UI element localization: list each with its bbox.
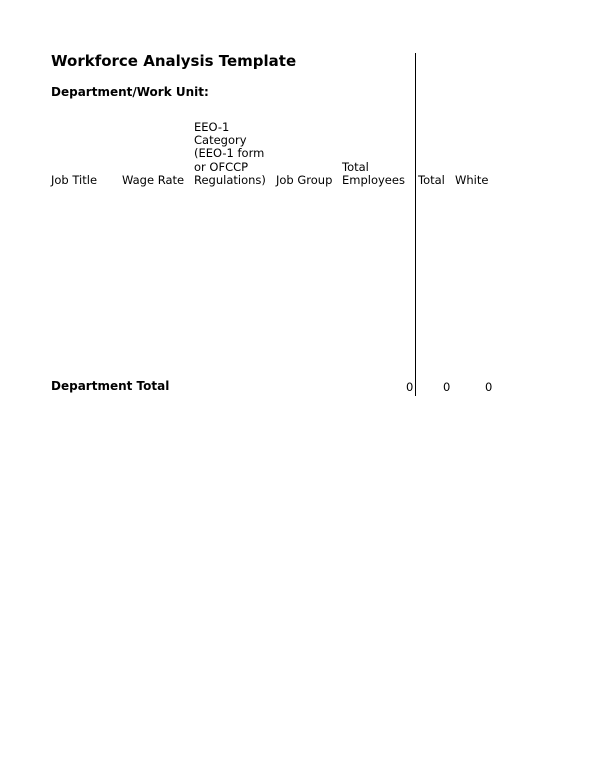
header-total-employees — [342, 161, 405, 187]
header-eeo-category-line: Regulations) — [194, 172, 266, 187]
column-divider — [415, 53, 416, 396]
header-eeo-category-line: EEO-1 — [194, 120, 230, 134]
header-total-employees-line: Employees — [342, 173, 405, 188]
document-title: Workforce Analysis Template — [51, 52, 297, 70]
header-job-group: Job Group — [276, 173, 333, 187]
header-job-title: Job Title — [51, 173, 98, 187]
header-total: Total — [418, 173, 445, 187]
header-eeo-category — [194, 121, 266, 187]
header-eeo-category-line: (EEO-1 form — [194, 146, 265, 161]
department-total-employees-value: 0 — [406, 380, 414, 394]
department-total-value: 0 — [443, 380, 451, 394]
header-eeo-category-line: Category — [194, 133, 247, 148]
department-work-unit-label: Department/Work Unit: — [51, 85, 209, 99]
department-total-label: Department Total — [51, 379, 170, 393]
department-white-value: 0 — [485, 380, 493, 394]
header-eeo-category-line: or OFCCP — [194, 159, 249, 174]
header-total-employees-line: Total — [342, 160, 369, 174]
header-white: White — [455, 173, 489, 187]
header-wage-rate: Wage Rate — [122, 173, 185, 187]
